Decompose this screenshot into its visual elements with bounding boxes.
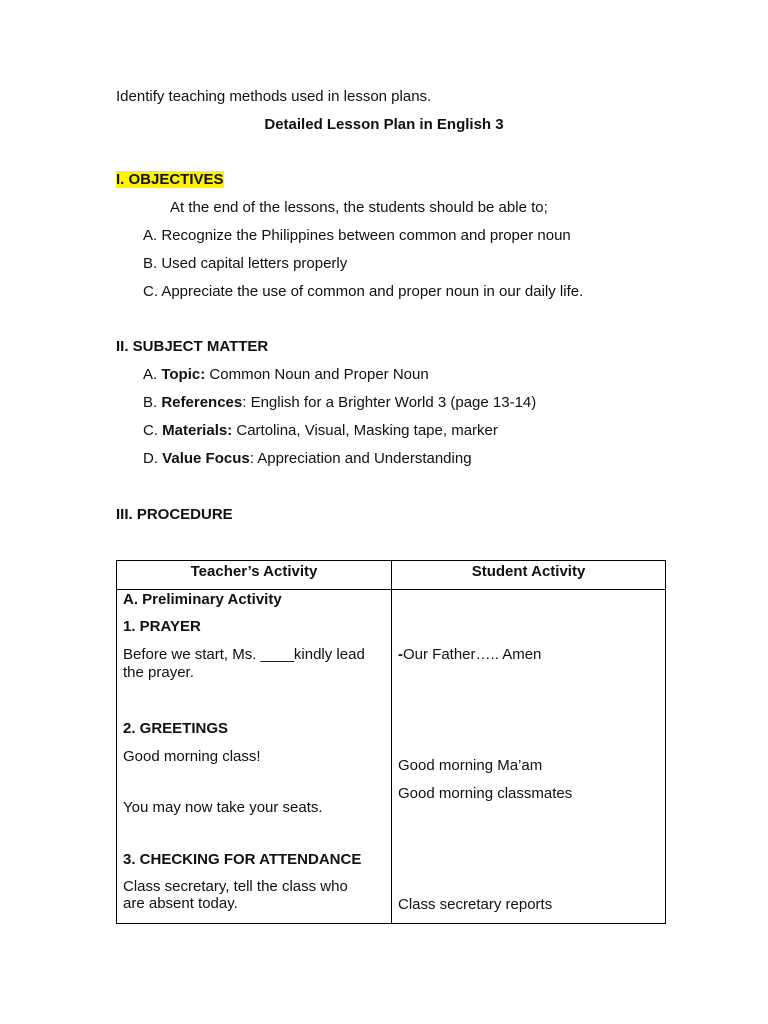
table-column-divider — [391, 561, 392, 923]
greetings-teacher-text: Good morning class! — [123, 748, 261, 765]
objectives-heading-highlight: I. OBJECTIVES — [116, 171, 224, 188]
subject-item-prefix: D. — [143, 450, 163, 467]
table-header-divider — [117, 589, 665, 590]
intro-text: Identify teaching methods used in lesson plans. — [116, 88, 432, 105]
subject-item-label: Materials: — [162, 422, 233, 439]
objectives-lead: At the end of the lessons, the students should be able to; — [170, 199, 548, 216]
page-title: Detailed Lesson Plan in English 3 — [264, 116, 504, 133]
attendance-student-text: Class secretary reports — [398, 896, 553, 913]
objective-item: B. Used capital letters properly — [143, 255, 348, 272]
preliminary-activity-heading: A. Preliminary Activity — [123, 591, 282, 608]
objectives-heading — [116, 171, 224, 188]
objective-item: A. Recognize the Philippines between common and proper noun — [143, 227, 571, 244]
prayer-teacher-text-line1: Before we start, Ms. ____kindly lead — [123, 646, 365, 663]
greetings-student-text: Good morning Ma’am — [398, 757, 543, 774]
attendance-teacher-text-line2: are absent today. — [123, 895, 238, 912]
subject-item-label: Topic: — [161, 366, 206, 383]
subject-item-value: : English for a Brighter World 3 (page 13-14) — [242, 394, 537, 411]
prayer-student-text — [398, 646, 541, 663]
attendance-heading: 3. CHECKING FOR ATTENDANCE — [123, 851, 362, 868]
greetings-student-text: Good morning classmates — [398, 785, 573, 802]
header-teacher-activity: Teacher’s Activity — [190, 563, 318, 580]
subject-item-materials — [143, 422, 498, 439]
header-student-activity: Student Activity — [471, 563, 586, 580]
subject-item-value: Cartolina, Visual, Masking tape, marker — [232, 422, 498, 439]
subject-item-prefix: A. — [143, 366, 162, 383]
prayer-student-response: Our Father….. Amen — [403, 646, 542, 663]
subject-item-label: Value Focus — [162, 450, 250, 467]
objective-item: C. Appreciate the use of common and proper noun in our daily life. — [143, 283, 584, 300]
subject-item-prefix: B. — [143, 394, 162, 411]
greetings-heading: 2. GREETINGS — [123, 720, 229, 737]
procedure-heading: III. PROCEDURE — [116, 506, 233, 523]
subject-item-label: References — [161, 394, 243, 411]
subject-item-value: Common Noun and Proper Noun — [205, 366, 429, 383]
procedure-table — [116, 560, 666, 924]
subject-item-prefix: C. — [143, 422, 163, 439]
subject-item-topic — [143, 366, 429, 383]
subject-item-value-focus — [143, 450, 472, 467]
attendance-teacher-text-line1: Class secretary, tell the class who — [123, 878, 348, 895]
seats-teacher-text: You may now take your seats. — [123, 799, 323, 816]
subject-matter-heading: II. SUBJECT MATTER — [116, 338, 269, 355]
prayer-heading: 1. PRAYER — [123, 618, 201, 635]
prayer-student-dash: - — [398, 646, 403, 663]
subject-item-value: : Appreciation and Understanding — [249, 450, 472, 467]
prayer-teacher-text-line2: the prayer. — [123, 664, 194, 681]
subject-item-references — [143, 394, 536, 411]
